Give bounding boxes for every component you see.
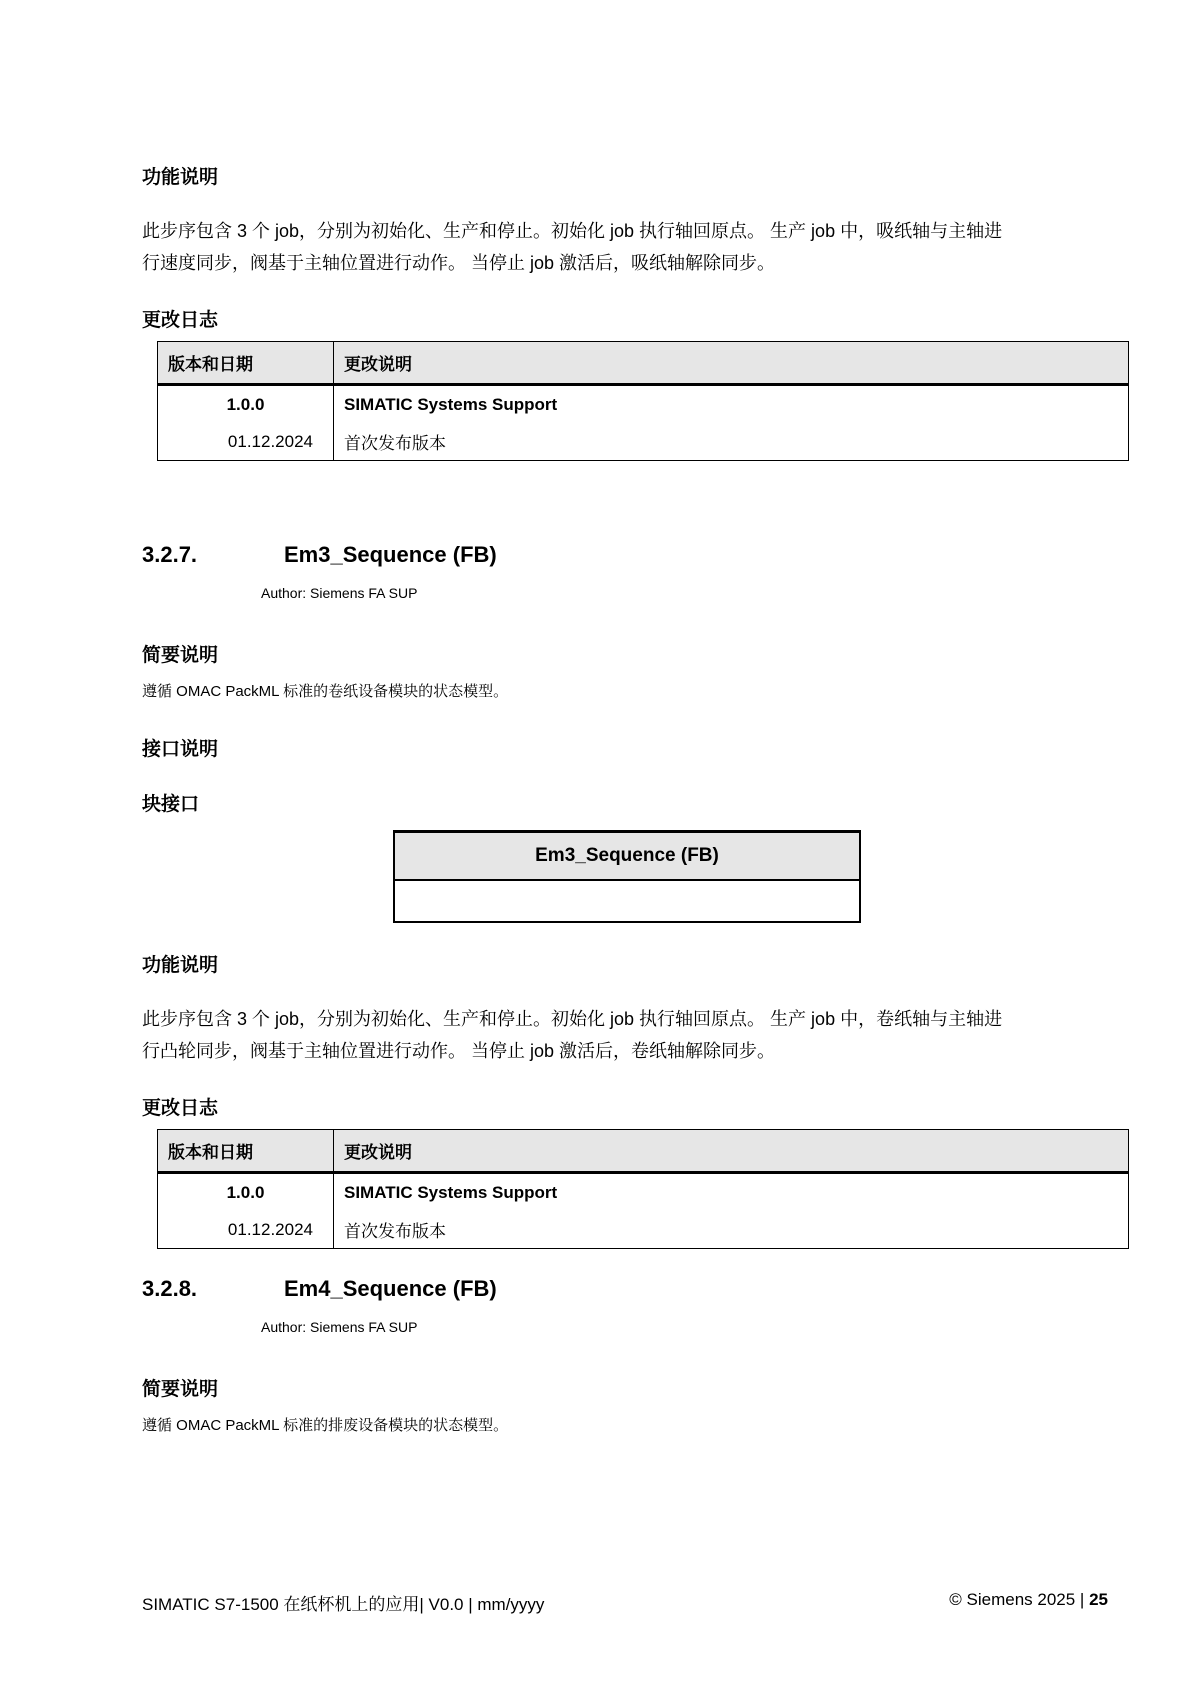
author-cell: SIMATIC Systems Support <box>334 385 1129 424</box>
interface-description-heading: 接口说明 <box>142 739 219 760</box>
note-cell: 首次发布版本 <box>334 1211 1129 1249</box>
function-description-line-1: 此步序包含 3 个 job，分别为初始化、生产和停止。初始化 job 执行轴回原点。 生产 job 中，卷纸轴与主轴进 <box>142 1009 1003 1029</box>
function-description-heading: 功能说明 <box>142 167 219 188</box>
table-row <box>158 1173 1129 1212</box>
footer-copyright <box>949 1590 1108 1610</box>
section-title: Em4_Sequence (FB) <box>284 1276 497 1301</box>
author-cell: SIMATIC Systems Support <box>334 1173 1129 1212</box>
function-description-line-1: 此步序包含 3 个 job，分别为初始化、生产和停止。初始化 job 执行轴回原点。 生产 job 中，吸纸轴与主轴进 <box>142 221 1003 241</box>
date-cell: 01.12.2024 <box>158 1211 334 1249</box>
fb-block-body <box>395 881 859 921</box>
date-cell: 01.12.2024 <box>158 423 334 461</box>
brief-description-text: 遵循 OMAC PackML 标准的排废设备模块的状态模型。 <box>142 1417 509 1434</box>
function-description-line-2: 行速度同步，阀基于主轴位置进行动作。 当停止 job 激活后，吸纸轴解除同步。 <box>142 253 776 273</box>
table-header-row <box>158 342 1129 385</box>
fb-block-interface-box <box>393 830 861 923</box>
column-header-version-date: 版本和日期 <box>158 342 334 385</box>
changelog-table <box>157 1129 1129 1249</box>
function-description-text <box>142 1003 1002 1067</box>
function-description-heading: 功能说明 <box>142 955 219 976</box>
page-number: 25 <box>1089 1590 1108 1609</box>
function-description-line-2: 行凸轮同步，阀基于主轴位置进行动作。 当停止 job 激活后，卷纸轴解除同步。 <box>142 1041 776 1061</box>
author-line: Author: Siemens FA SUP <box>261 585 418 601</box>
table-row <box>158 423 1129 461</box>
section-number: 3.2.8. <box>142 1276 198 1301</box>
version-cell: 1.0.0 <box>158 1173 334 1212</box>
changelog-heading: 更改日志 <box>142 1098 219 1119</box>
table-header-row <box>158 1130 1129 1173</box>
section-title: Em3_Sequence (FB) <box>284 542 497 567</box>
footer-copyright-text: © Siemens 2025 | <box>949 1590 1090 1609</box>
brief-description-heading: 简要说明 <box>142 645 219 666</box>
changelog-heading: 更改日志 <box>142 310 219 331</box>
note-cell: 首次发布版本 <box>334 423 1129 461</box>
author-line: Author: Siemens FA SUP <box>261 1319 418 1335</box>
column-header-version-date: 版本和日期 <box>158 1130 334 1173</box>
table-row <box>158 385 1129 424</box>
block-interface-heading: 块接口 <box>142 794 200 815</box>
column-header-change-description: 更改说明 <box>334 342 1129 385</box>
table-row <box>158 1211 1129 1249</box>
column-header-change-description: 更改说明 <box>334 1130 1129 1173</box>
function-description-text <box>142 215 1002 279</box>
brief-description-text: 遵循 OMAC PackML 标准的卷纸设备模块的状态模型。 <box>142 683 509 700</box>
footer-document-title: SIMATIC S7-1500 在纸杯机上的应用| V0.0 | mm/yyyy <box>142 1595 545 1614</box>
brief-description-heading: 简要说明 <box>142 1379 219 1400</box>
version-cell: 1.0.0 <box>158 385 334 424</box>
section-number: 3.2.7. <box>142 542 198 567</box>
changelog-table <box>157 341 1129 461</box>
fb-block-title: Em3_Sequence (FB) <box>395 833 859 881</box>
